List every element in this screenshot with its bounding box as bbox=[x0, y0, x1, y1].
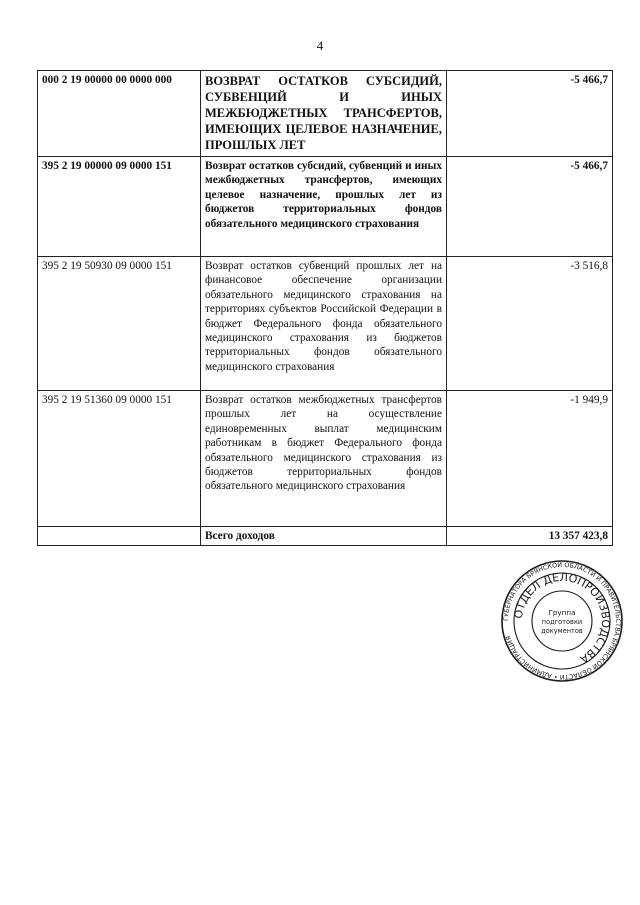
revenue-name-cell: Возврат остатков субвенций прошлых лет на финансовое обеспечение организации обязательного медицинского страхования на территориях субъектов Российской Федерации в бюджет Федерального фонда обязательного медицинского страхования из бюджетов территориальных фондов обязательного медицинского страхования bbox=[201, 257, 447, 391]
budget-code-cell: 395 2 19 51360 09 0000 151 bbox=[38, 391, 201, 527]
table-row bbox=[38, 157, 613, 257]
table-row bbox=[38, 71, 613, 157]
department-seal-stamp bbox=[500, 560, 624, 682]
table-row bbox=[38, 257, 613, 391]
table-row bbox=[38, 391, 613, 527]
revenue-name-cell: Возврат остатков межбюджетных трансфертов прошлых лет на осуществление единовременных выплат медицинским работникам в бюджет Федерального фонда обязательного медицинского страхования из бюджетов территориальных фондов обязательного медицинского страхования bbox=[201, 391, 447, 527]
amount-cell: -5 466,7 bbox=[447, 71, 613, 157]
budget-code-cell: 395 2 19 50930 09 0000 151 bbox=[38, 257, 201, 391]
seal-center-line: документов bbox=[541, 627, 583, 635]
revenue-name-cell: ВОЗВРАТ ОСТАТКОВ СУБСИДИЙ, СУБВЕНЦИЙ И ИНЫХ МЕЖБЮДЖЕТНЫХ ТРАНСФЕРТОВ, ИМЕЮЩИХ ЦЕЛЕВОЕ НАЗНАЧЕНИЕ, ПРОШЛЫХ ЛЕТ bbox=[201, 71, 447, 157]
page-number: 4 bbox=[316, 38, 324, 53]
budget-code-cell: 000 2 19 00000 00 0000 000 bbox=[38, 71, 201, 157]
amount-cell: -5 466,7 bbox=[447, 157, 613, 257]
seal-center-line: подготовки bbox=[541, 618, 583, 626]
seal-outer-text: ГУБЕРНАТОРА БРЯНСКОЙ ОБЛАСТИ И ПРАВИТЕЛЬСТВА БРЯНСКОЙ ОБЛАСТИ • АДМИНИСТРАЦИЯ bbox=[501, 560, 623, 682]
total-amount: 13 357 423,8 bbox=[447, 527, 613, 546]
total-row bbox=[38, 527, 613, 546]
seal-ring-text: ОТДЕЛ ДЕЛОПРОИЗВОДСТВА bbox=[511, 570, 613, 666]
amount-cell: -3 516,8 bbox=[447, 257, 613, 391]
amount-cell: -1 949,9 bbox=[447, 391, 613, 527]
total-code-cell bbox=[38, 527, 201, 546]
revenue-table bbox=[37, 70, 613, 546]
revenue-name-cell: Возврат остатков субсидий, субвенций и иных межбюджетных трансфертов, имеющих целевое назначение, прошлых лет из бюджетов территориальных фондов обязательного медицинского страхования bbox=[201, 157, 447, 257]
total-label: Всего доходов bbox=[201, 527, 447, 546]
budget-code-cell: 395 2 19 00000 09 0000 151 bbox=[38, 157, 201, 257]
seal-center-line: Группа bbox=[548, 608, 576, 617]
